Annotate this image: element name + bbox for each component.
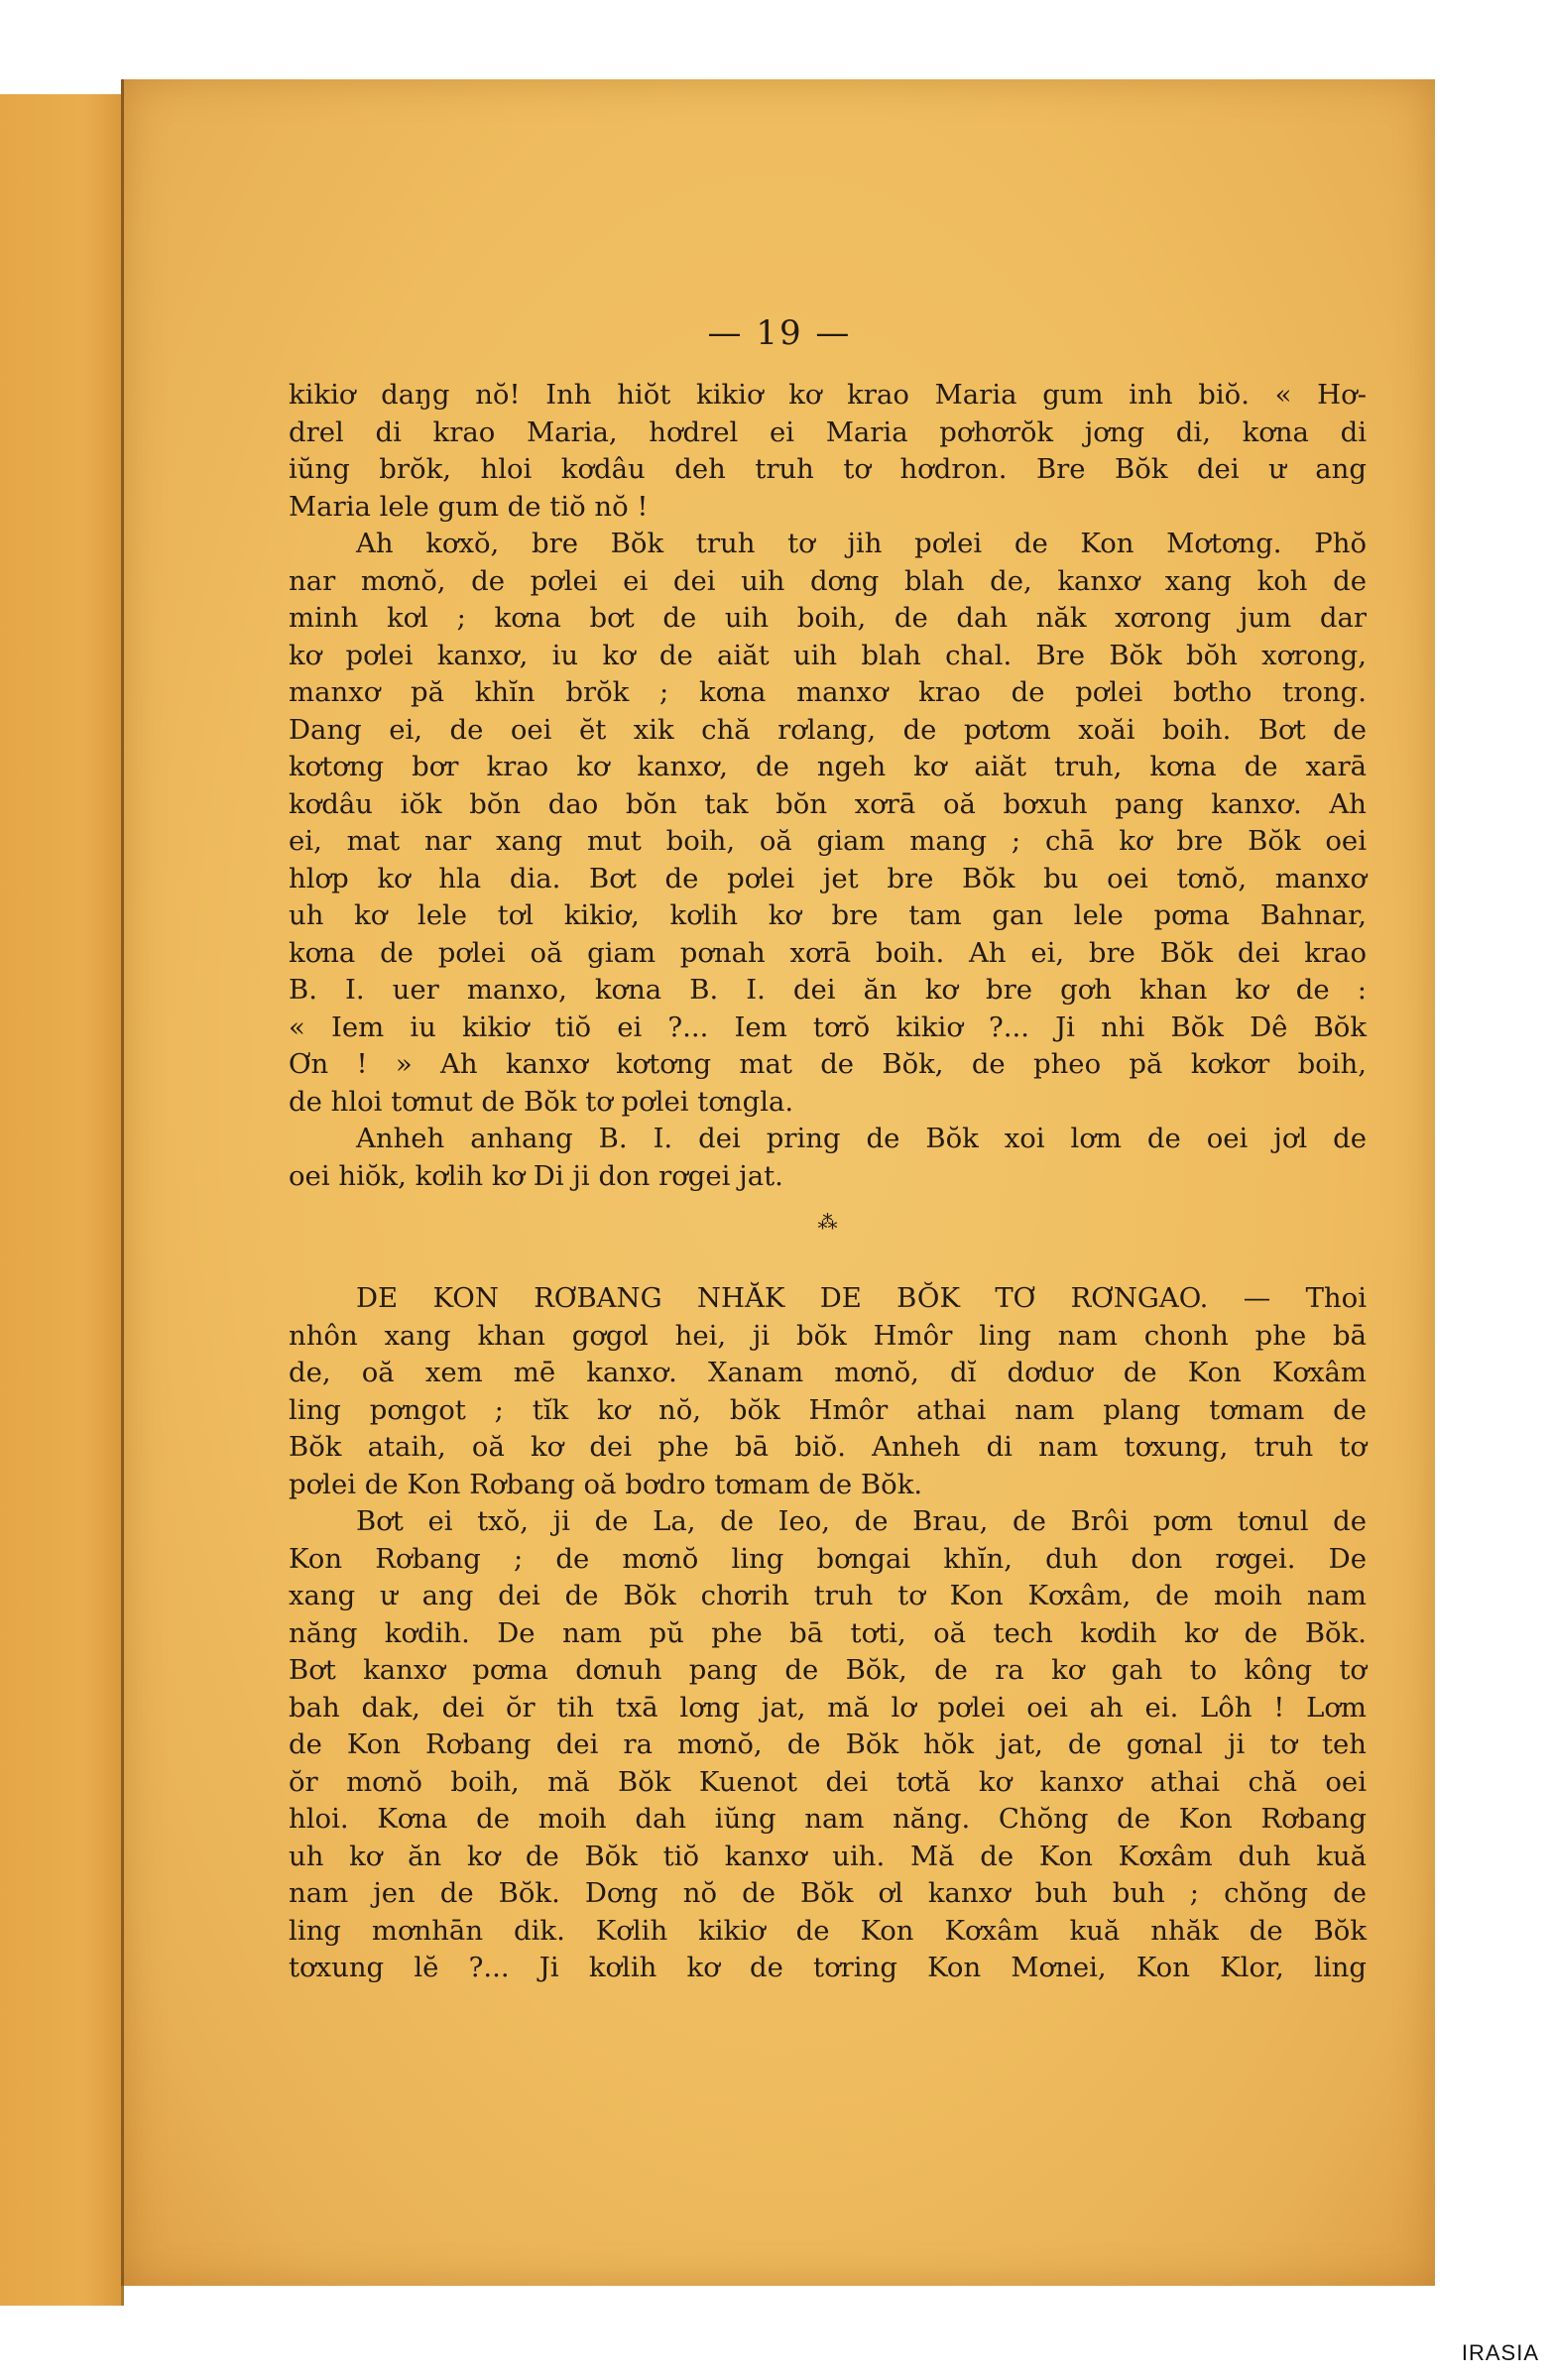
text-line: xang ư ang dei de Bŏk chơrih truh tơ Kon Kơxâm, de moih nam bbox=[289, 1580, 1367, 1611]
text-line: tơxung lĕ ?... Ji kơlih kơ de tơring Kon Mơnei, Kon Klor, ling bbox=[289, 1952, 1367, 1983]
text-line: « Iem iu kikiơ tiŏ ei ?... Iem tơrŏ kikiơ ?... Ji nhi Bŏk Dê Bŏk bbox=[289, 1011, 1367, 1043]
text-line: drel di krao Maria, hơdrel ei Maria pơhơrŏk jơng di, kơna di bbox=[289, 416, 1367, 448]
text-line: oei hiŏk, kơlih kơ Di ji don rơgei jat. bbox=[289, 1159, 783, 1192]
text-line: nam jen de Bŏk. Dơng nŏ de Bŏk ơl kanxơ buh buh ; chŏng de bbox=[289, 1877, 1367, 1909]
irasia-watermark: IRASIA bbox=[1461, 2340, 1539, 2365]
asterism-ornament: ⁂ bbox=[817, 1210, 838, 1234]
text-line: nar mơnŏ, de pơlei ei dei uih dơng blah de, kanxơ xang koh de bbox=[289, 564, 1367, 597]
section-heading-line bbox=[289, 1280, 1367, 1318]
text-line: kikiơ daŋg nŏ! Inh hiŏt kikiơ kơ krao Maria gum inh biŏ. « Hơ- bbox=[289, 379, 1367, 411]
text-line: Maria lele gum de tiŏ nŏ ! bbox=[289, 490, 649, 523]
text-line: kơdâu iŏk bŏn dao bŏn tak bŏn xơrā oă bơxuh pang kanxơ. Ah bbox=[289, 787, 1367, 820]
text-line: ling mơnhān dik. Kơlih kikiơ de Kon Kơxâm kuă nhăk de Bŏk bbox=[289, 1914, 1367, 1947]
text-line: ŏr mơnŏ boih, mă Bŏk Kuenot dei tơtă kơ kanxơ athai chă oei bbox=[289, 1765, 1367, 1798]
text-line: Ơn ! » Ah kanxơ kơtơng mat de Bŏk, de pheo pă kơkơr boih, bbox=[289, 1048, 1367, 1080]
text-line: kơ pơlei kanxơ, iu kơ de aiăt uih blah chal. Bre Bŏk bŏh xơrong, bbox=[289, 639, 1367, 671]
paragraph-3 bbox=[289, 1121, 1367, 1195]
paragraph-2 bbox=[289, 526, 1367, 1121]
left-page-edge bbox=[0, 94, 124, 2306]
page-number: — 19 — bbox=[707, 313, 852, 353]
text-line: B. I. uer manxo, kơna B. I. dei ăn kơ bre gơh khan kơ de : bbox=[289, 974, 1367, 1006]
text-line: nhôn xang khan gơgơl hei, ji bŏk Hmôr ling nam chonh phe bā bbox=[289, 1319, 1367, 1352]
text-line: Dang ei, de oei ĕt xik chă rơlang, de pơtơm xoăi boih. Bơt de bbox=[289, 713, 1367, 746]
text-line: Bơt ei txŏ, ji de La, de Ieo, de Brau, de Brôi pơm tơnul de bbox=[356, 1505, 1367, 1537]
text-line: Bơt kanxơ pơma dơnuh pang de Bŏk, de ra kơ gah to kông tơ bbox=[289, 1654, 1367, 1686]
text-line: de Kon Rơbang dei ra mơnŏ, de Bŏk hŏk jat, de gơnal ji tơ teh bbox=[289, 1728, 1367, 1760]
text-line: kơna de pơlei oă giam pơnah xơrā boih. Ah ei, bre Bŏk dei krao bbox=[289, 936, 1367, 969]
text-line: ling pơngot ; tĭk kơ nŏ, bŏk Hmôr athai nam plang tơmam de bbox=[289, 1393, 1367, 1426]
text-line: uh kơ lele tơl kikiơ, kơlih kơ bre tam gan lele pơma Bahnar, bbox=[289, 899, 1367, 931]
section-heading-rest: Thoi bbox=[1305, 1282, 1367, 1314]
text-line: de hloi tơmut de Bŏk tơ pơlei tơngla. bbox=[289, 1085, 794, 1118]
text-line: manxơ pă khĭn brŏk ; kơna manxơ krao de pơlei bơtho trong. bbox=[289, 676, 1367, 708]
body-text bbox=[289, 377, 1367, 1987]
text-line: hlơp kơ hla dia. Bơt de pơlei jet bre Bŏk bu oei tơnŏ, manxơ bbox=[289, 862, 1367, 894]
text-line: bah dak, dei ŏr tih txā lơng jat, mă lơ pơlei oei ah ei. Lôh ! Lơm bbox=[289, 1691, 1367, 1724]
text-line: Bŏk ataih, oă kơ dei phe bā biŏ. Anheh di nam tơxung, truh tơ bbox=[289, 1431, 1367, 1463]
text-line: de, oă xem mē kanxơ. Xanam mơnŏ, dĭ dơduơ de Kon Kơxâm bbox=[289, 1357, 1367, 1388]
paragraph-1 bbox=[289, 377, 1367, 526]
paragraph-4 bbox=[289, 1503, 1367, 1987]
text-line: pơlei de Kon Rơbang oă bơdro tơmam de Bŏk. bbox=[289, 1468, 923, 1500]
section-heading: DE KON RƠBANG NHĂK DE BŎK TƠ RƠNGAO. — bbox=[356, 1282, 1271, 1314]
text-line: minh kơl ; kơna bơt de uih boih, de dah năk xơrong jum dar bbox=[289, 602, 1367, 634]
text-line: Anheh anhang B. I. dei pring de Bŏk xoi lơm de oei jơl de bbox=[356, 1123, 1367, 1154]
text-line: Kon Rơbang ; de mơnŏ ling bơngai khĭn, duh don rơgei. De bbox=[289, 1542, 1367, 1575]
text-line: hloi. Kơna de moih dah iŭng nam năng. Chŏng de Kon Rơbang bbox=[289, 1803, 1367, 1835]
text-line: iŭng brŏk, hloi kơdâu deh truh tơ hơdron. Bre Bŏk dei ư ang bbox=[289, 453, 1367, 485]
text-line: uh kơ ăn kơ de Bŏk tiŏ kanxơ uih. Mă de Kon Kơxâm duh kuă bbox=[289, 1840, 1367, 1872]
section-paragraph bbox=[289, 1280, 1367, 1503]
book-page bbox=[121, 79, 1435, 2286]
text-line: ei, mat nar xang mut boih, oă giam mang ; chā kơ bre Bŏk oei bbox=[289, 825, 1367, 857]
text-line: Ah kơxŏ, bre Bŏk truh tơ jih pơlei de Kon Mơtơng. Phŏ bbox=[356, 528, 1367, 559]
text-line: năng kơdih. De nam pŭ phe bā tơti, oă tech kơdih kơ de Bŏk. bbox=[289, 1616, 1367, 1649]
text-line: kơtơng bơr krao kơ kanxơ, de ngeh kơ aiăt truh, kơna de xarā bbox=[289, 751, 1367, 782]
